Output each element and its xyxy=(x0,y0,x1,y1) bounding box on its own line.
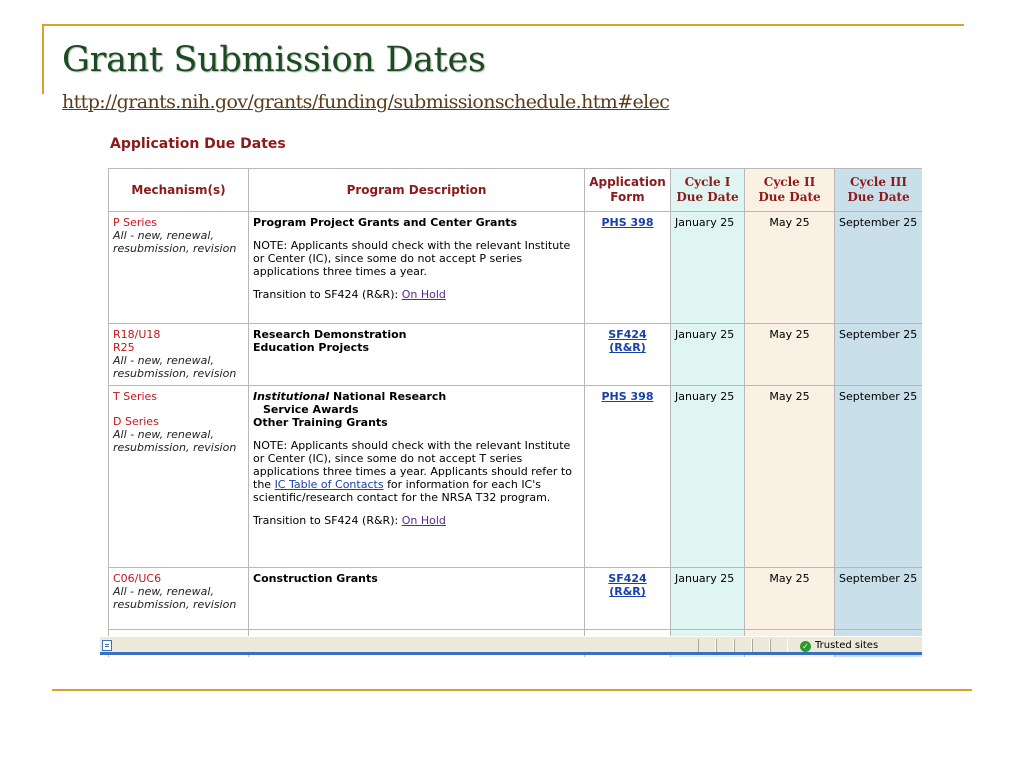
security-zone-label: Trusted sites xyxy=(815,640,879,651)
application-form-cell xyxy=(585,324,671,386)
col-cycle-1-line2: Due Date xyxy=(676,190,739,204)
application-form-cell xyxy=(585,386,671,568)
cycle-3-date: September 25 xyxy=(835,568,923,630)
table-row xyxy=(109,212,923,324)
mechanism-code: P Series xyxy=(113,216,157,229)
table-row xyxy=(109,568,923,630)
slide-top-rule xyxy=(42,24,964,26)
nih-schedule-link[interactable]: http://grants.nih.gov/grants/funding/submissionschedule.htm#elec xyxy=(62,91,670,113)
page-icon xyxy=(102,640,112,651)
cycle-2-date: May 25 xyxy=(745,386,835,568)
program-title-rest: National Research xyxy=(333,390,447,403)
status-pane xyxy=(770,639,788,652)
application-due-dates-heading: Application Due Dates xyxy=(110,136,286,152)
on-hold-link[interactable]: On Hold xyxy=(401,514,446,527)
program-description-cell xyxy=(249,568,585,630)
transition-line xyxy=(253,514,580,527)
cycle-2-date: May 25 xyxy=(745,324,835,386)
cycle-3-date: September 25 xyxy=(835,386,923,568)
program-title: Program Project Grants and Center Grants xyxy=(253,216,518,229)
mechanism-cell xyxy=(109,568,249,630)
program-note-part1: NOTE: Applicants should check with the relevant Institute or Center (IC), since some do not accept T series applications three times a year. Applicants should refer to the xyxy=(253,439,572,491)
col-cycle-2-line2: Due Date xyxy=(758,190,821,204)
col-application-form xyxy=(585,169,671,212)
col-program-description: Program Description xyxy=(249,169,585,212)
col-cycle-1-line1: Cycle I xyxy=(684,175,731,189)
col-cycle-3-line1: Cycle III xyxy=(849,175,908,189)
table-row xyxy=(109,386,923,568)
mechanism-note: All - new, renewal, resubmission, revision xyxy=(113,354,237,380)
security-zone xyxy=(800,639,878,652)
cycle-1-date: January 25 xyxy=(671,324,745,386)
program-title-italic: Institutional xyxy=(253,390,330,403)
mechanism-code: R25 xyxy=(113,341,135,354)
col-cycle-3 xyxy=(835,169,923,212)
program-title: Construction Grants xyxy=(253,572,378,585)
slide-left-rule xyxy=(42,24,44,94)
status-pane xyxy=(752,639,770,652)
col-cycle-1 xyxy=(671,169,745,212)
program-note xyxy=(253,439,580,504)
status-pane xyxy=(734,639,752,652)
transition-line xyxy=(253,288,580,301)
program-title: Other Training Grants xyxy=(253,416,388,429)
slide-bottom-rule xyxy=(52,689,972,691)
status-pane xyxy=(716,639,734,652)
col-cycle-2-line1: Cycle II xyxy=(763,175,816,189)
program-description-cell xyxy=(249,212,585,324)
mechanism-note: All - new, renewal, resubmission, revision xyxy=(113,585,237,611)
cycle-3-date: September 25 xyxy=(835,212,923,324)
application-form-cell xyxy=(585,568,671,630)
mechanism-note: All - new, renewal, resubmission, revision xyxy=(113,229,237,255)
check-circle-icon: ✓ xyxy=(800,641,811,652)
due-dates-table xyxy=(108,168,922,657)
cycle-3-date: September 25 xyxy=(835,324,923,386)
slide-title: Grant Submission Dates xyxy=(62,40,486,80)
cycle-1-date: January 25 xyxy=(671,386,745,568)
program-description-cell xyxy=(249,386,585,568)
col-application-form-line2: Form xyxy=(610,190,645,204)
mechanism-code: R18/U18 xyxy=(113,328,161,341)
program-title: Research Demonstration xyxy=(253,328,407,341)
ic-table-of-contacts-link[interactable]: IC Table of Contacts xyxy=(274,478,384,491)
col-cycle-2 xyxy=(745,169,835,212)
program-title-indent: Service Awards xyxy=(263,403,359,416)
mechanism-note: All - new, renewal, resubmission, revision xyxy=(113,428,237,454)
browser-status-bar xyxy=(100,636,922,655)
cycle-1-date: January 25 xyxy=(671,568,745,630)
mechanism-cell xyxy=(109,324,249,386)
program-title xyxy=(253,390,580,403)
mechanism-code: C06/UC6 xyxy=(113,572,162,585)
table-header-row xyxy=(109,169,923,212)
col-mechanism: Mechanism(s) xyxy=(109,169,249,212)
mechanism-code: T Series xyxy=(113,390,158,403)
browser-screenshot xyxy=(100,130,922,657)
program-description-cell xyxy=(249,324,585,386)
cycle-1-date: January 25 xyxy=(671,212,745,324)
program-note-part2: for information for each IC's scientific/research contact for the NRSA T32 program. xyxy=(253,478,551,504)
program-note: NOTE: Applicants should check with the relevant Institute or Center (IC), since some do not accept P series applications three times a year. xyxy=(253,239,571,278)
mechanism-code: D Series xyxy=(113,415,159,428)
application-form-cell xyxy=(585,212,671,324)
col-application-form-line1: Application xyxy=(589,175,666,189)
cycle-2-date: May 25 xyxy=(745,212,835,324)
on-hold-link[interactable]: On Hold xyxy=(401,288,446,301)
col-cycle-3-line2: Due Date xyxy=(847,190,910,204)
form-link-sf424[interactable]: SF424 (R&R) xyxy=(608,572,647,598)
status-pane xyxy=(698,639,716,652)
form-link-phs398[interactable]: PHS 398 xyxy=(601,390,654,403)
form-link-phs398[interactable]: PHS 398 xyxy=(601,216,654,229)
form-link-sf424[interactable]: SF424 (R&R) xyxy=(608,328,647,354)
transition-label: Transition to SF424 (R&R): xyxy=(253,514,399,527)
mechanism-cell xyxy=(109,212,249,324)
cycle-2-date: May 25 xyxy=(745,568,835,630)
spacer xyxy=(113,403,244,415)
table-row xyxy=(109,324,923,386)
program-title: Education Projects xyxy=(253,341,370,354)
transition-label: Transition to SF424 (R&R): xyxy=(253,288,399,301)
mechanism-cell xyxy=(109,386,249,568)
